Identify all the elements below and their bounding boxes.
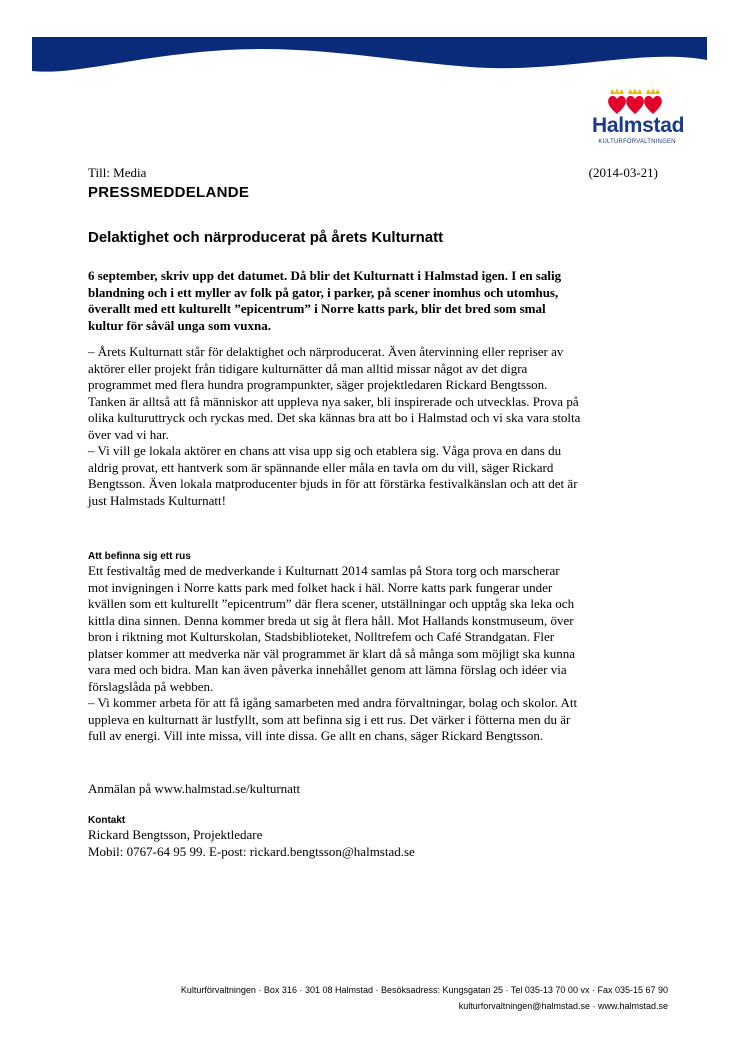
headline: Delaktighet och närproducerat på årets Kulturnatt (88, 229, 444, 246)
header-wave-banner (0, 30, 746, 80)
contact-phone-email: Mobil: 0767-64 95 99. E-post: rickard.bengtsson@halmstad.se (88, 843, 415, 859)
body-section-2 (88, 563, 664, 745)
footer-contact-line: kulturforvaltningen@halmstad.se · www.halmstad.se (458, 1001, 668, 1011)
body-line: aktörer eller projekt från tidigare kulturnätter då man alltid missar något av det digra (88, 360, 528, 376)
lead-paragraph (88, 268, 664, 334)
body-line: Ett festivaltåg med de medverkande i Kulturnatt 2014 samlas på Stora torg och marscherar (88, 563, 560, 578)
body-line: bron i riktning mot Kulturskolan, Stadsbiblioteket, Nolltrefem och Café Strandgatan. Fler (88, 629, 555, 644)
body-section-1 (88, 344, 664, 509)
body-line: – Vi kommer arbeta för att få igång samarbeten med andra förvaltningar, bolag och skolor. Att (88, 695, 578, 710)
press-release-label: PRESSMEDDELANDE (88, 184, 250, 201)
body-line: Tanken är alltså att få människor att uppleva nya saker, bli inspirerade och utvecklas. Prova på (88, 393, 579, 409)
logo-name: Halmstad (592, 114, 685, 137)
body-line: förslagslåda på webben. (88, 678, 214, 694)
body-line: vara med och bidra. Man kan även påverka innehållet genom att lämna förslag och idéer via (88, 662, 567, 677)
crowns-hearts-emblem (606, 87, 668, 115)
footer-address-line: Kulturförvaltningen · Box 316 · 301 08 Halmstad · Besöksadress: Kungsgatan 25 · Tel 035-13 70 00 vx · Fax 035-15 67 90 (180, 985, 668, 995)
body-line: kvällen som ett kulturellt ”epicentrum” där flera scener, utställningar och upptåg ska leka och (88, 596, 575, 611)
body-line: full av energi. Vill inte missa, vill inte dissa. Ge allt en chans, säger Rickard Bengtsson. (88, 728, 544, 743)
logo-subtitle: KULTURFÖRVALTNINGEN (598, 139, 676, 145)
contact-name: Rickard Bengtsson, Projektledare (88, 827, 263, 842)
body-line: uppleva en kulturnatt är lustfyllt, som att befinna sig i ett rus. Det värker i fötterna men du är (88, 711, 571, 727)
body-line: olika kulturuttryck och ryckas med. Det ska kännas bra att bo i Halmstad och vi ska vara stolta (88, 410, 581, 425)
body-line: över vad vi har. (88, 426, 169, 442)
body-line: kittla dina sinnen. Denna kommer breda ut sig åt flera håll. Mot Hallands konstmuseum, över (88, 612, 574, 628)
body-line: – Årets Kulturnatt står för delaktighet och närproducerat. Även återvinning eller repriser av (88, 344, 564, 359)
body-line: – Vi vill ge lokala aktörer en chans att visa upp sig och etablera sig. Våga prova en dans du (88, 443, 562, 458)
release-date: (2014-03-21) (588, 165, 658, 180)
section-subheading: Att befinna sig ett rus (88, 551, 191, 562)
body-line: platser kommer att medverka när väl programmet är klart då så många som möjligt ska kunna (88, 645, 575, 661)
halmstad-logo (592, 87, 685, 151)
body-line: mot invigningen i Norre katts park med folket hack i häl. Norre katts park fungerar under (88, 579, 553, 595)
body-line: Bengtsson. Även lokala matproducenter bjuds in för att förstärka festivalkänslan och att det är (88, 476, 578, 491)
lead-line: 6 september, skriv upp det datumet. Då blir det Kulturnatt i Halmstad igen. I en salig (88, 268, 562, 283)
contact-block (88, 827, 664, 860)
body-line: programmet med flera hundra programpunkter, säger projektledaren Rickard Bengtsson. (88, 377, 548, 392)
signup-line: Anmälan på www.halmstad.se/kulturnatt (88, 781, 301, 796)
body-line: just Halmstads Kulturnatt! (88, 492, 226, 508)
body-line: aldrig provat, ett hantverk som är spännande eller måla en tavla om du vill, säger Rickard (88, 459, 554, 475)
lead-line: blandning och i ett myller av folk på gator, i parker, på scener inomhus och utomhus, (88, 284, 559, 300)
recipient-line: Till: Media (88, 165, 147, 180)
contact-heading: Kontakt (88, 815, 126, 826)
lead-line: överallt med ett kulturellt ”epicentrum” i Norre katts park, blir det bred som smal (88, 301, 546, 316)
lead-line: kultur för såväl unga som vuxna. (88, 317, 272, 333)
